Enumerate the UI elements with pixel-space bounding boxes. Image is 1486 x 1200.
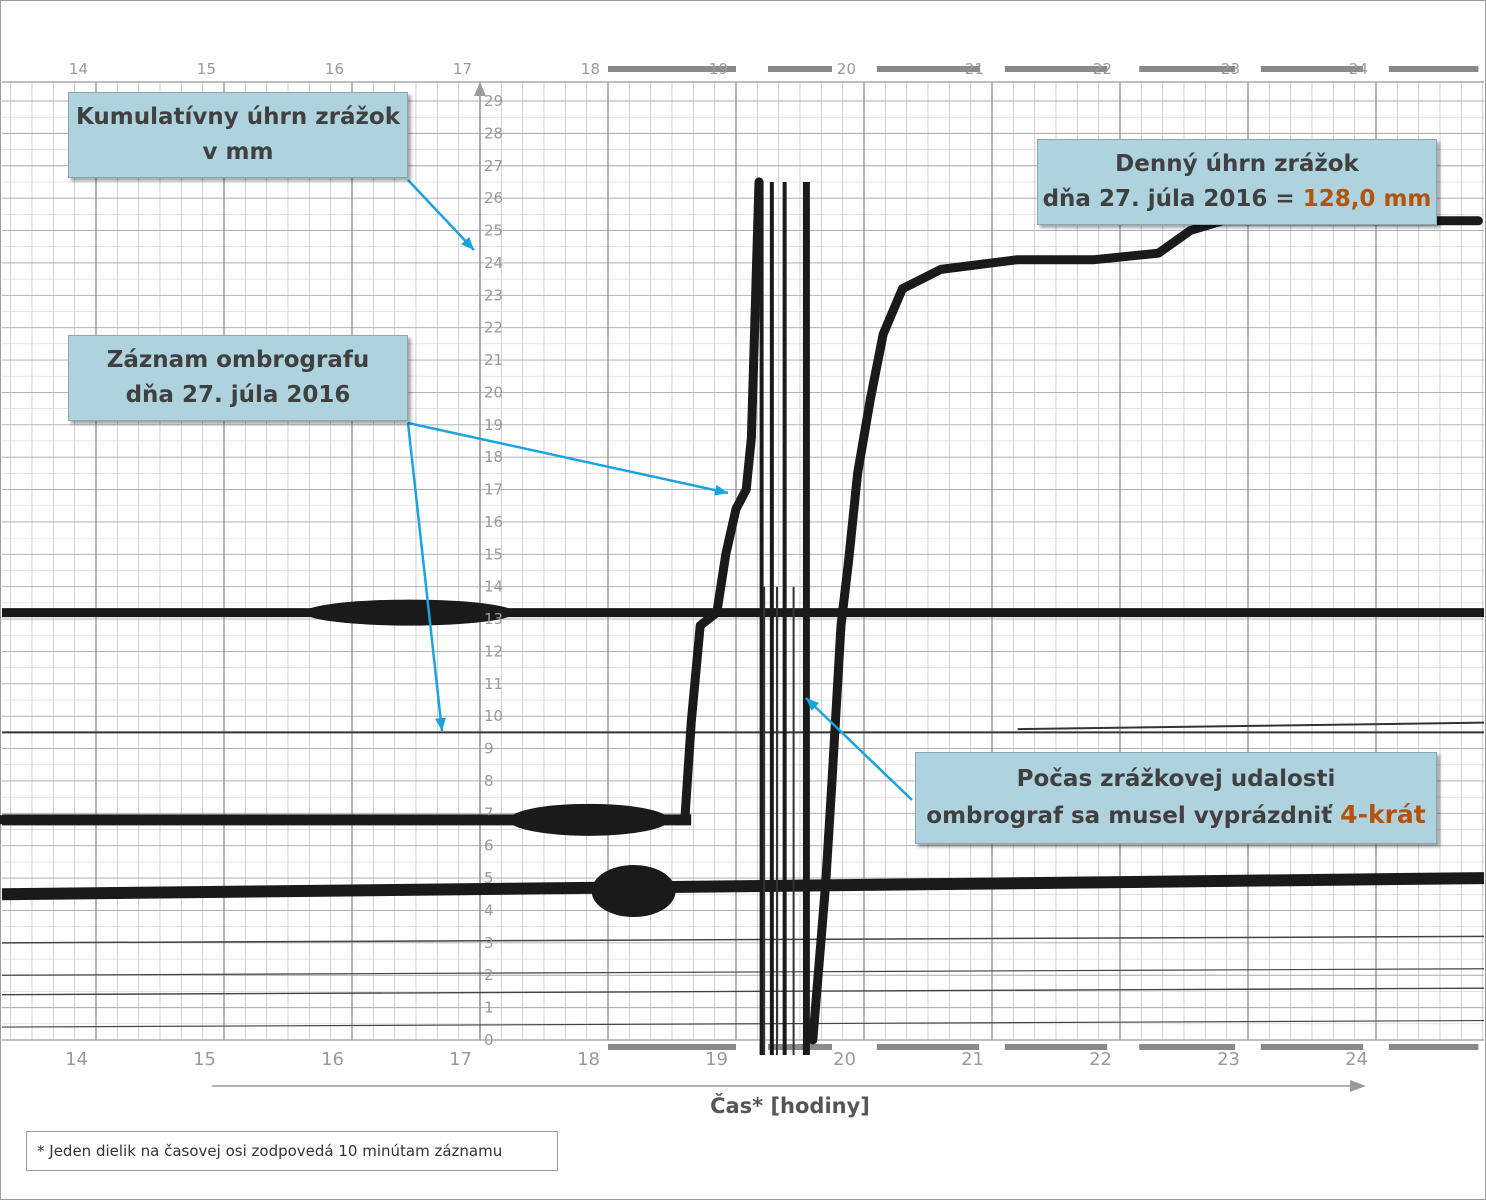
daily-total-line2 — [1038, 182, 1436, 217]
x-tick-labels-bottom — [65, 1049, 1368, 1070]
rainfall-series — [0, 182, 1478, 1055]
x-tick-label-bottom: 16 — [321, 1049, 344, 1070]
callout-ylabel — [68, 92, 408, 178]
y-tick-label: 23 — [484, 286, 504, 305]
x-tick-label-top: 20 — [836, 60, 856, 78]
x-tick-label-top: 21 — [964, 60, 984, 78]
y-tick-label: 12 — [484, 642, 504, 661]
y-tick-label: 2 — [484, 966, 494, 985]
x-tick-label-top: 15 — [196, 60, 216, 78]
y-tick-label: 1 — [484, 998, 494, 1017]
x-tick-label-top: 23 — [1220, 60, 1240, 78]
record-line1: Záznam ombrografu — [106, 347, 370, 373]
y-tick-label: 20 — [484, 383, 504, 402]
y-tick-label: 14 — [484, 577, 504, 596]
callout-record — [68, 335, 408, 421]
y-tick-label: 10 — [484, 707, 504, 726]
arrow-record-upper-head — [714, 485, 728, 496]
callout-arrows — [212, 180, 1366, 1092]
paper-edge-strip — [1389, 66, 1479, 72]
x-tick-label-bottom: 20 — [833, 1049, 856, 1070]
series-line-1 — [0, 182, 759, 823]
time-axis-arrowhead — [1350, 1080, 1366, 1092]
callout-emptying — [915, 752, 1437, 844]
x-tick-label-bottom: 14 — [65, 1049, 88, 1070]
paper-edge-strip — [1005, 66, 1107, 72]
y-tick-label: 13 — [484, 610, 504, 629]
y-tick-label: 16 — [484, 512, 504, 531]
x-tick-label-bottom: 23 — [1217, 1049, 1240, 1070]
x-tick-label-top: 18 — [580, 60, 600, 78]
y-tick-label: 0 — [484, 1031, 494, 1049]
trace-blob — [592, 865, 676, 917]
paper-edge-strip — [1261, 66, 1363, 72]
x-axis-label: Čas* [hodiny] — [710, 1094, 870, 1118]
y-tick-label: 22 — [484, 318, 504, 337]
x-tick-label-bottom: 22 — [1089, 1049, 1112, 1070]
x-tick-label-bottom: 21 — [961, 1049, 984, 1070]
paper-edge-strip — [877, 66, 979, 72]
y-tick-label: 4 — [484, 901, 494, 920]
y-tick-label: 26 — [484, 189, 504, 208]
y-tick-label: 3 — [484, 933, 494, 952]
x-tick-label-top: 19 — [708, 60, 728, 78]
y-tick-label: 11 — [484, 674, 504, 693]
arrow-ylabel — [408, 180, 474, 250]
y-tick-label: 6 — [484, 836, 494, 855]
emptying-line2 — [916, 797, 1436, 834]
y-tick-label: 17 — [484, 480, 504, 499]
x-tick-label-bottom: 18 — [577, 1049, 600, 1070]
x-tick-label-bottom: 17 — [449, 1049, 472, 1070]
x-tick-label-bottom: 15 — [193, 1049, 216, 1070]
paper-edge-strip — [1389, 1044, 1479, 1050]
y-tick-label: 27 — [484, 156, 504, 175]
daily-total-value: 128,0 mm — [1302, 186, 1432, 212]
daily-total-prefix: dňa 27. júla 2016 = — [1042, 186, 1303, 212]
x-tick-label-bottom: 24 — [1345, 1049, 1368, 1070]
footnote: * Jeden dielik na časovej osi zodpovedá 10 minútam záznamu — [26, 1131, 558, 1171]
y-tick-label: 15 — [484, 545, 504, 564]
emptying-prefix: ombrograf sa musel vyprázdniť — [926, 803, 1341, 829]
y-tick-label: 18 — [484, 448, 504, 467]
y-tick-label: 25 — [484, 221, 504, 240]
y-tick-label: 24 — [484, 253, 504, 272]
daily-total-line1: Denný úhrn zrážok — [1115, 151, 1359, 177]
baseline-trace-9b — [1018, 723, 1484, 729]
x-tick-label-top: 17 — [452, 60, 472, 78]
record-line2: dňa 27. júla 2016 — [125, 382, 351, 408]
x-tick-label-top: 24 — [1348, 60, 1368, 78]
y-tick-label: 5 — [484, 869, 494, 888]
ylabel-line1: Kumulatívny úhrn zrážok — [76, 104, 400, 130]
x-tick-label-top: 22 — [1092, 60, 1112, 78]
emptying-count: 4-krát — [1340, 800, 1426, 829]
callout-daily-total — [1037, 139, 1437, 225]
y-tick-label: 21 — [484, 351, 504, 370]
y-tick-label: 9 — [484, 739, 494, 758]
ylabel-line2: v mm — [202, 139, 274, 165]
y-tick-label: 29 — [484, 92, 504, 110]
x-tick-label-bottom: 19 — [705, 1049, 728, 1070]
arrow-record-lower — [408, 423, 442, 731]
emptying-line1: Počas zrážkovej udalosti — [1016, 766, 1336, 792]
x-tick-label-top: 16 — [324, 60, 344, 78]
y-tick-label: 8 — [484, 771, 494, 790]
y-tick-label: 28 — [484, 124, 504, 143]
arrow-record-upper — [408, 423, 728, 493]
x-tick-label-top: 14 — [68, 60, 88, 78]
y-tick-label: 7 — [484, 804, 494, 823]
paper-edge-strip — [768, 66, 832, 72]
y-tick-label: 19 — [484, 415, 504, 434]
